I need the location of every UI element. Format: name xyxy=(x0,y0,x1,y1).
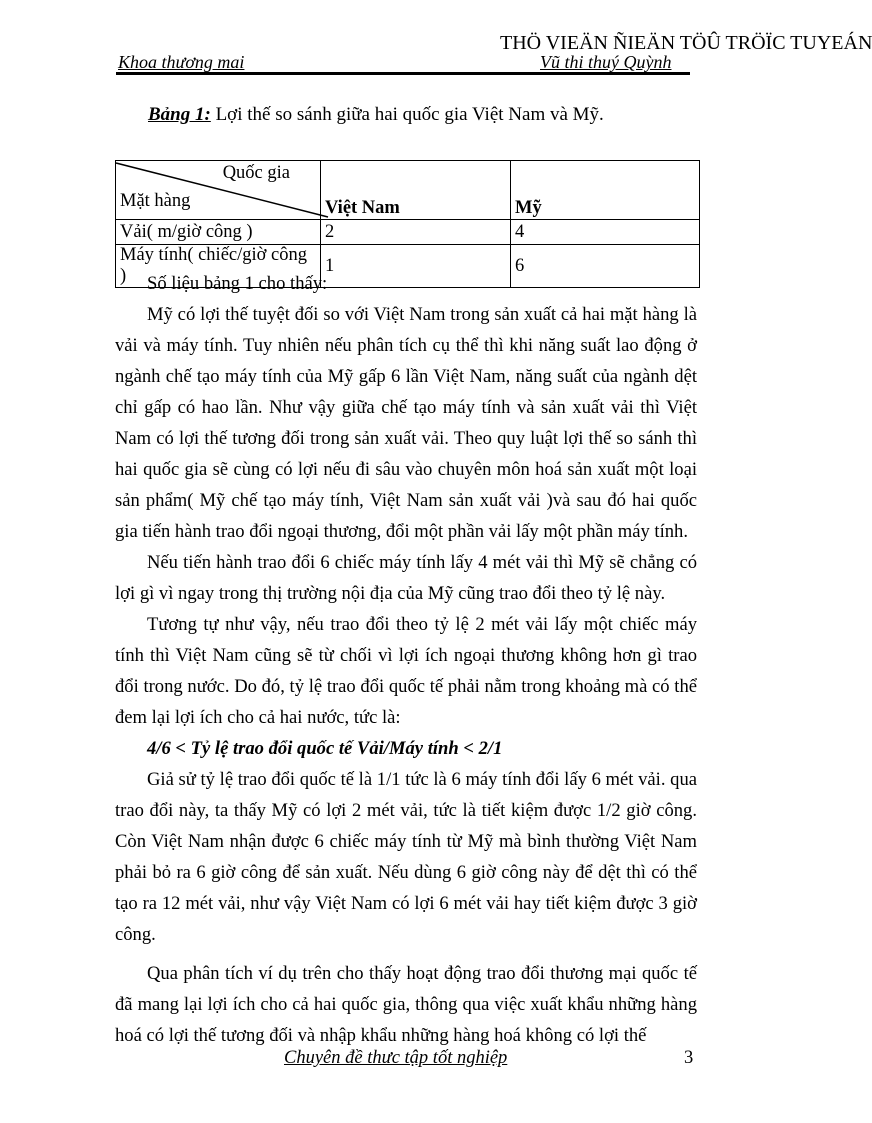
caption-label: Bảng 1: xyxy=(148,104,211,125)
column-header: Mỹ xyxy=(511,161,700,220)
paragraph: Số liệu bảng 1 cho thấy: xyxy=(147,273,328,294)
paragraph: Mỹ có lợi thế tuyệt đối so với Việt Nam trong sản xuất cả hai mặt hàng là vải và máy tính. Tuy nhiên nếu phân tích cụ thể thì khi năng suất lao động ở ngành chế tạo máy tính của Mỹ gấp 6 lần Việt Nam, năng suất của ngành dệt chỉ gấp có hao lần. Như vậy giữa chế tạo máy tính và sản xuất vải thì Việt Nam có lợi thế tương đối trong sản xuất vải. Theo quy luật lợi thế so sánh thì hai quốc gia sẽ cùng có lợi nếu đi sâu vào chuyên môn hoá sản xuất một loại sản phẩm( Mỹ chế tạo máy tính, Việt Nam sản xuất vải )và sau đó hai quốc gia tiến hành trao đổi ngoại thương, đổi một phần vải lấy một phần máy tính. xyxy=(115,304,697,542)
header-author: Vũ thi thuý Quỳnh xyxy=(540,52,672,72)
column-header: Việt Nam xyxy=(321,161,511,220)
page-number: 3 xyxy=(684,1048,694,1068)
paragraph: Qua phân tích ví dụ trên cho thấy hoạt động trao đổi thương mại quốc tế đã mang lại lợi ích cho cả hai quốc gia, thông qua việc xuất khẩu những hàng hoá có lợi thế tương đối và nhập khẩu những hàng hoá không có lợi thế xyxy=(115,963,697,1046)
table-header-row xyxy=(116,161,700,220)
cell: 6 xyxy=(511,245,700,288)
paragraph: Giả sử tỷ lệ trao đổi quốc tế là 1/1 tức là 6 máy tính đổi lấy 6 mét vải. qua trao đổi này, ta thấy Mỹ có lợi 2 mét vải, tức là tiết kiệm được 1/2 giờ công. Còn Việt Nam nhận được 6 chiếc máy tính từ Mỹ mà bình thường Việt Nam phải bỏ ra 6 giờ công để sản xuất. Nếu dùng 6 giờ công này để dệt thì có thể tạo ra 12 mét vải, như vậy Việt Nam có lợi 6 mét vải hay tiết kiệm được 3 giờ công. xyxy=(115,769,697,945)
header-rule xyxy=(116,72,690,75)
table-row xyxy=(116,220,700,245)
table-caption xyxy=(148,104,604,126)
formula: 4/6 < Tỷ lệ trao đổi quốc tế Vải/Máy tính < 2/1 xyxy=(147,738,503,759)
header-faculty: Khoa thương mai xyxy=(118,52,245,72)
corner-top: Quốc gia xyxy=(222,163,290,183)
paragraph: Tương tự như vậy, nếu trao đổi theo tỷ lệ 2 mét vải lấy một chiếc máy tính thì Việt Nam cũng sẽ từ chối vì lợi ích ngoại thương không hơn gì trao đổi trong nước. Do đó, tỷ lệ trao đổi quốc tế phải nằm trong khoảng mà có thể đem lại lợi ích cho cả hai nước, tức là: xyxy=(115,614,697,728)
paragraph: Nếu tiến hành trao đổi 6 chiếc máy tính lấy 4 mét vải thì Mỹ sẽ chẳng có lợi gì vì ngay trong thị trường nội địa của Mỹ cũng trao đổi theo tỷ lệ này. xyxy=(115,552,697,604)
footer-title: Chuyên đề thưc tập tốt nghiệp xyxy=(284,1048,508,1068)
body-text xyxy=(115,268,697,1051)
corner-bottom: Mặt hàng xyxy=(120,191,191,211)
cell: 2 xyxy=(321,220,511,245)
cell: 4 xyxy=(511,220,700,245)
corner-cell xyxy=(116,161,321,220)
cell: 1 xyxy=(321,245,511,288)
row-label: Máy tính( chiếc/giờ công ) xyxy=(116,245,321,288)
caption-text: Lợi thế so sánh giữa hai quốc gia Việt Nam và Mỹ. xyxy=(210,104,604,125)
row-label: Vải( m/giờ công ) xyxy=(116,220,321,245)
watermark: THÖ VIEÄN ÑIEÄN TÖÛ TRÖÏC TUYEÁN xyxy=(500,32,872,54)
